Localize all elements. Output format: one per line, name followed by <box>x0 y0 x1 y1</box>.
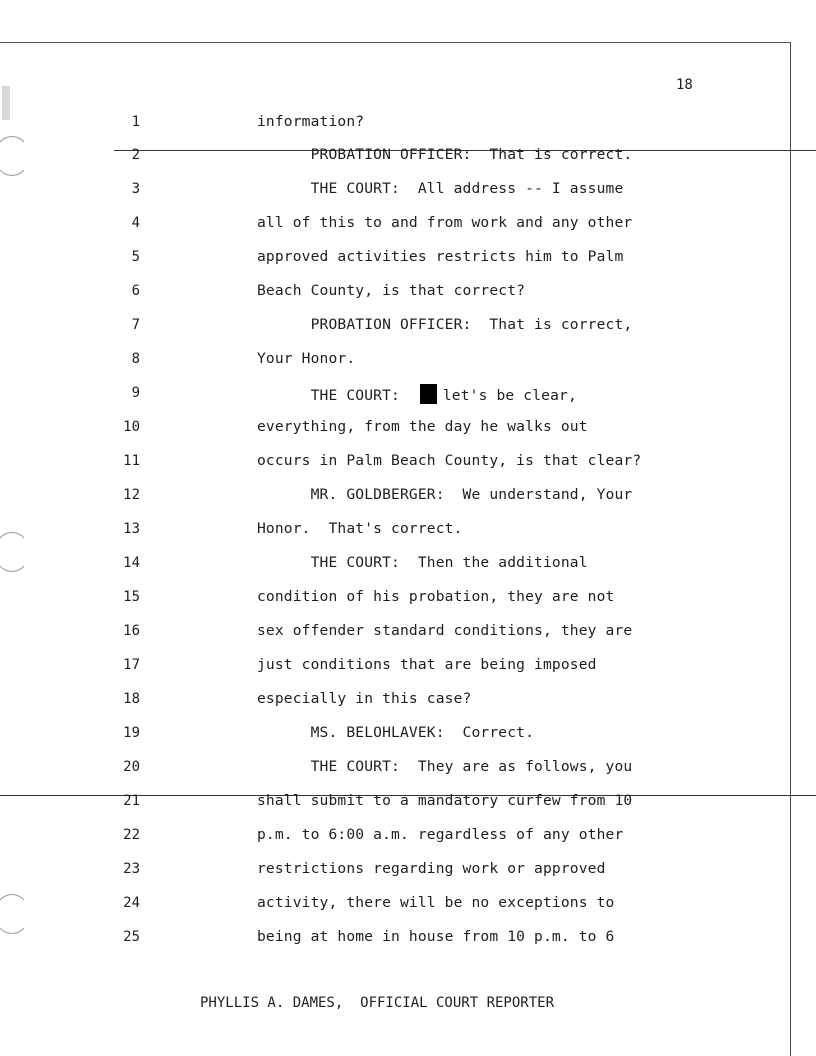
line-number: 16 <box>123 623 140 639</box>
line-number: 10 <box>123 419 140 435</box>
line-number: 4 <box>131 215 140 231</box>
page-top-edge <box>0 42 790 43</box>
hole-punch-mark <box>0 894 30 934</box>
transcript-line: shall submit to a mandatory curfew from 10 <box>257 792 633 809</box>
line-number: 24 <box>123 895 140 911</box>
transcript-line: Honor. That's correct. <box>257 520 463 537</box>
transcript-line: just conditions that are being imposed <box>257 656 597 673</box>
line-number: 20 <box>123 759 140 775</box>
transcript-line: Beach County, is that correct? <box>257 282 526 299</box>
line-number: 14 <box>123 555 140 571</box>
transcript-line: MS. BELOHLAVEK: Correct. <box>257 724 535 741</box>
transcript-line: approved activities restricts him to Palm <box>257 248 624 265</box>
transcript-line: restrictions regarding work or approved <box>257 860 606 877</box>
line-number: 5 <box>131 249 140 265</box>
line-number: 25 <box>123 929 140 945</box>
scan-margin-mark <box>2 86 10 120</box>
transcript-line: being at home in house from 10 p.m. to 6 <box>257 928 615 945</box>
transcript-line: information? <box>257 113 365 130</box>
line-number: 13 <box>123 521 140 537</box>
line-number: 1 <box>131 114 140 130</box>
hole-punch-mark <box>0 532 30 572</box>
line-number: 23 <box>123 861 140 877</box>
page-number: 18 <box>676 77 693 93</box>
hole-punch-mark <box>0 136 30 176</box>
transcript-line: MR. GOLDBERGER: We understand, Your <box>257 486 633 503</box>
reporter-footer: PHYLLIS A. DAMES, OFFICIAL COURT REPORTER <box>200 995 555 1011</box>
transcript-line: THE COURT: Then the additional <box>257 554 588 571</box>
line-number: 15 <box>123 589 140 605</box>
transcript-line: condition of his probation, they are not <box>257 588 615 605</box>
line-number: 9 <box>131 385 140 401</box>
page-right-edge <box>790 42 791 1056</box>
line-number: 12 <box>123 487 140 503</box>
transcript-line: THE COURT: All address -- I assume <box>257 180 624 197</box>
transcript-line: especially in this case? <box>257 690 472 707</box>
redaction-block <box>420 384 437 404</box>
transcript-line: occurs in Palm Beach County, is that clear? <box>257 452 642 469</box>
transcript-line: Your Honor. <box>257 350 356 367</box>
transcript-line: sex offender standard conditions, they are <box>257 622 633 639</box>
transcript-line: all of this to and from work and any other <box>257 214 633 231</box>
line-number: 22 <box>123 827 140 843</box>
line-number: 17 <box>123 657 140 673</box>
transcript-line: everything, from the day he walks out <box>257 418 588 435</box>
line-number: 11 <box>123 453 140 469</box>
transcript-line: activity, there will be no exceptions to <box>257 894 615 911</box>
line-number: 2 <box>131 147 140 163</box>
line-text-before-redaction: THE COURT: <box>257 387 418 404</box>
line-text-after-redaction: let's be clear, <box>442 387 577 404</box>
line-number: 7 <box>131 317 140 333</box>
transcript-line: PROBATION OFFICER: That is correct, <box>257 316 633 333</box>
transcript-line: p.m. to 6:00 a.m. regardless of any other <box>257 826 624 843</box>
transcript-line: THE COURT: They are as follows, you <box>257 758 633 775</box>
line-number: 21 <box>123 793 140 809</box>
transcript-line <box>257 384 577 404</box>
line-number: 19 <box>123 725 140 741</box>
line-number: 3 <box>131 181 140 197</box>
line-number: 18 <box>123 691 140 707</box>
transcript-line: PROBATION OFFICER: That is correct. <box>257 146 633 163</box>
line-number: 8 <box>131 351 140 367</box>
line-number: 6 <box>131 283 140 299</box>
